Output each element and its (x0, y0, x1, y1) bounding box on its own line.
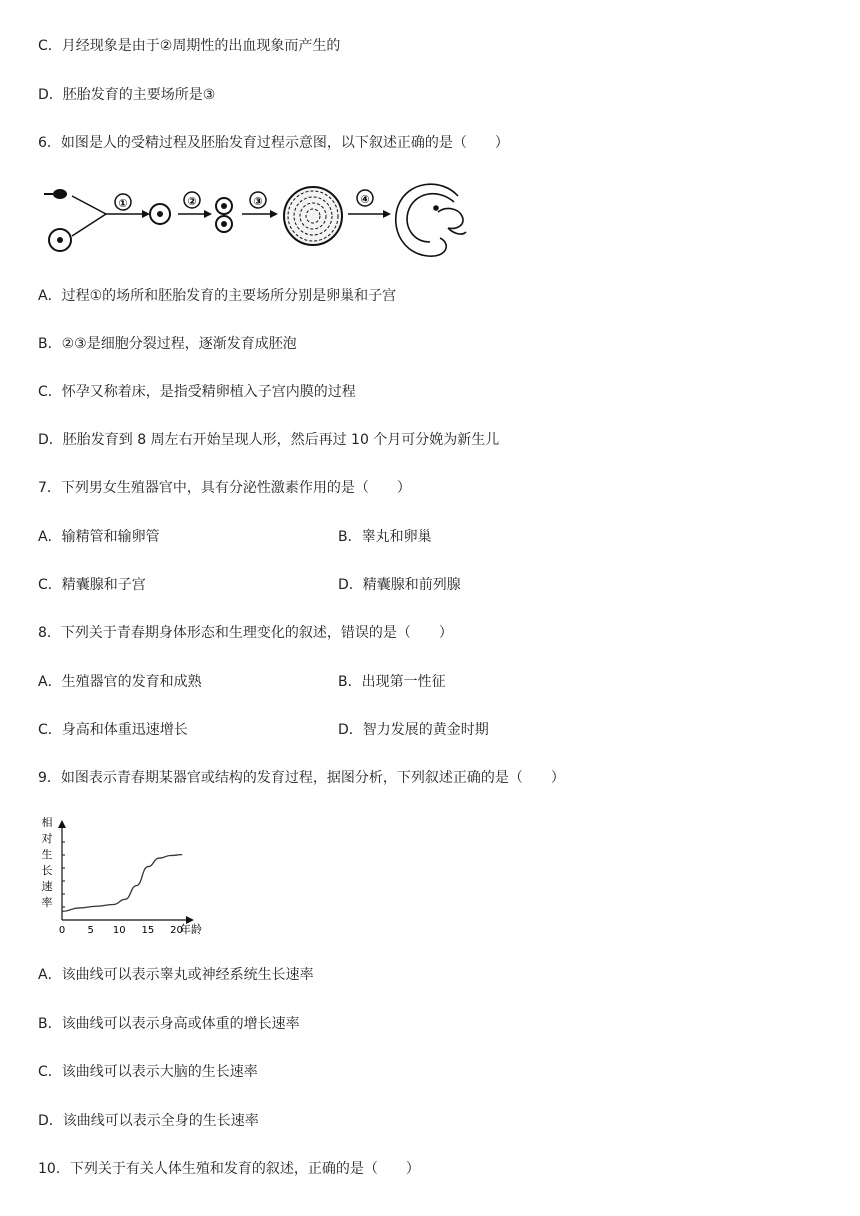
x-axis-label: 年龄 (180, 923, 202, 936)
ylabel-char: 长 (41, 864, 53, 877)
embryo-icon (396, 184, 466, 256)
x-tick-label: 15 (141, 925, 155, 936)
process-3-label: ③ (253, 195, 263, 208)
sperm-icon (44, 189, 67, 199)
ylabel-char: 相 (41, 816, 53, 829)
q9-option-a: A．该曲线可以表示睾丸或神经系统生长速率 (38, 967, 314, 983)
ylabel-char: 速 (41, 880, 53, 893)
x-tick-label: 20 (170, 925, 183, 936)
process-2-label: ② (187, 195, 197, 208)
q9-option-d: D．该曲线可以表示全身的生长速率 (38, 1113, 259, 1129)
q6-option-b: B．②③是细胞分裂过程，逐渐发育成胚泡 (38, 336, 297, 352)
process-4-label: ④ (360, 193, 370, 206)
y-axis-arrow (58, 820, 66, 828)
q7-stem: 7．下列男女生殖器官中，具有分泌性激素作用的是（ ） (38, 480, 411, 496)
q10-stem: 10．下列关于有关人体生殖和发育的叙述，正确的是（ ） (38, 1161, 420, 1177)
q5-option-d: D．胚胎发育的主要场所是③ (38, 87, 216, 103)
ylabel-char: 对 (41, 832, 53, 845)
q7-option-d: D．精囊腺和前列腺 (338, 577, 461, 593)
ylabel-char: 生 (41, 848, 53, 861)
x-tick-label: 10 (112, 925, 126, 936)
q8-option-a: A．生殖器官的发育和成熟 (38, 674, 202, 690)
q8-option-b: B．出现第一性征 (338, 674, 446, 690)
fertilization-development-figure (38, 172, 478, 272)
q8-option-c: C．身高和体重迅速增长 (38, 722, 188, 738)
q9-option-c: C．该曲线可以表示大脑的生长速率 (38, 1064, 258, 1080)
q6-stem: 6．如图是人的受精过程及胚胎发育过程示意图，以下叙述正确的是（ ） (38, 135, 509, 151)
converge-line-bottom (72, 214, 106, 236)
q9-option-b: B．该曲线可以表示身高或体重的增长速率 (38, 1016, 300, 1032)
q7-option-b: B．睾丸和卵巢 (338, 529, 432, 545)
growth-curve (62, 855, 182, 912)
q7-option-c: C．精囊腺和子宫 (38, 577, 146, 593)
q6-option-d: D．胚胎发育到 8 周左右开始呈现人形，然后再过 10 个月可分娩为新生儿 (38, 432, 500, 448)
q7-option-a: A．输精管和输卵管 (38, 529, 160, 545)
q5-option-c: C．月经现象是由于②周期性的出血现象而产生的 (38, 38, 341, 54)
process-1-label: ① (118, 197, 128, 210)
x-tick-label: 5 (87, 925, 94, 936)
ylabel-char: 率 (41, 896, 53, 909)
growth-rate-chart (38, 812, 218, 938)
egg-icon (49, 229, 71, 251)
two-cell-icon (216, 198, 232, 232)
q8-option-d: D．智力发展的黄金时期 (338, 722, 489, 738)
q6-option-a: A．过程①的场所和胚胎发育的主要场所分别是卵巢和子宫 (38, 288, 397, 304)
q6-option-c: C．怀孕又称着床，是指受精卵植入子宫内膜的过程 (38, 384, 356, 400)
zygote-icon (150, 204, 170, 224)
q8-stem: 8．下列关于青春期身体形态和生理变化的叙述，错误的是（ ） (38, 625, 453, 641)
blastocyst-icon (284, 187, 342, 245)
q9-stem: 9．如图表示青春期某器官或结构的发育过程，据图分析，下列叙述正确的是（ ） (38, 770, 565, 786)
x-tick-label: 0 (58, 925, 66, 936)
converge-line-top (72, 196, 106, 214)
